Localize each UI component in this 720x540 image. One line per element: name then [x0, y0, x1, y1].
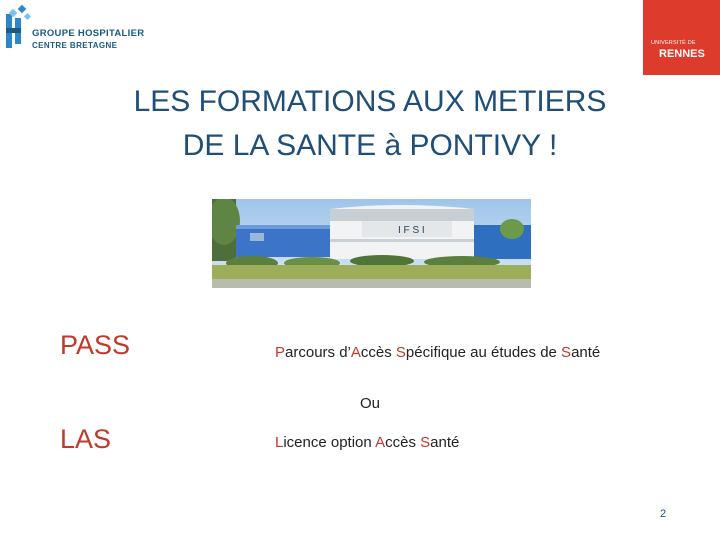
- logo-subtitle: CENTRE BRETAGNE: [32, 41, 118, 50]
- hospital-logo-icon: [4, 4, 32, 54]
- slide-title-line2: DE LA SANTE à PONTIVY !: [182, 129, 558, 162]
- building-sign: I F S I: [398, 225, 425, 236]
- las-description: [275, 434, 459, 451]
- las-part-1: icence option: [283, 434, 376, 451]
- building-photo: [212, 199, 531, 288]
- pass-part-3: ccès: [360, 344, 396, 361]
- pass-part-5: pécifique au études de: [405, 344, 562, 361]
- las-part-3: ccès: [385, 434, 421, 451]
- pass-part-6: S: [561, 344, 572, 361]
- pass-part-4: S: [395, 344, 406, 361]
- las-part-0: L: [275, 434, 284, 451]
- or-label: Ou: [360, 395, 381, 412]
- las-part-5: anté: [430, 434, 460, 451]
- las-part-4: S: [420, 434, 431, 451]
- university-logo-small-text: UNIVERSITÉ DE: [651, 40, 696, 46]
- logo-title: GROUPE HOSPITALIER: [32, 28, 145, 39]
- slide-title: [60, 80, 680, 168]
- university-logo: [643, 0, 720, 75]
- pass-description: [275, 344, 600, 361]
- slide-title-line1: LES FORMATIONS AUX METIERS: [133, 85, 607, 118]
- pass-part-7: anté: [571, 344, 601, 361]
- las-part-2: A: [375, 434, 386, 451]
- pass-part-1: arcours d’: [285, 344, 351, 361]
- page-number: 2: [660, 508, 667, 520]
- pass-abbreviation: PASS: [60, 330, 131, 360]
- pass-part-0: P: [275, 344, 286, 361]
- las-abbreviation: LAS: [60, 424, 112, 454]
- university-logo-name: RENNES: [659, 48, 705, 60]
- pass-part-2: A: [350, 344, 361, 361]
- hospital-logo: [4, 4, 164, 56]
